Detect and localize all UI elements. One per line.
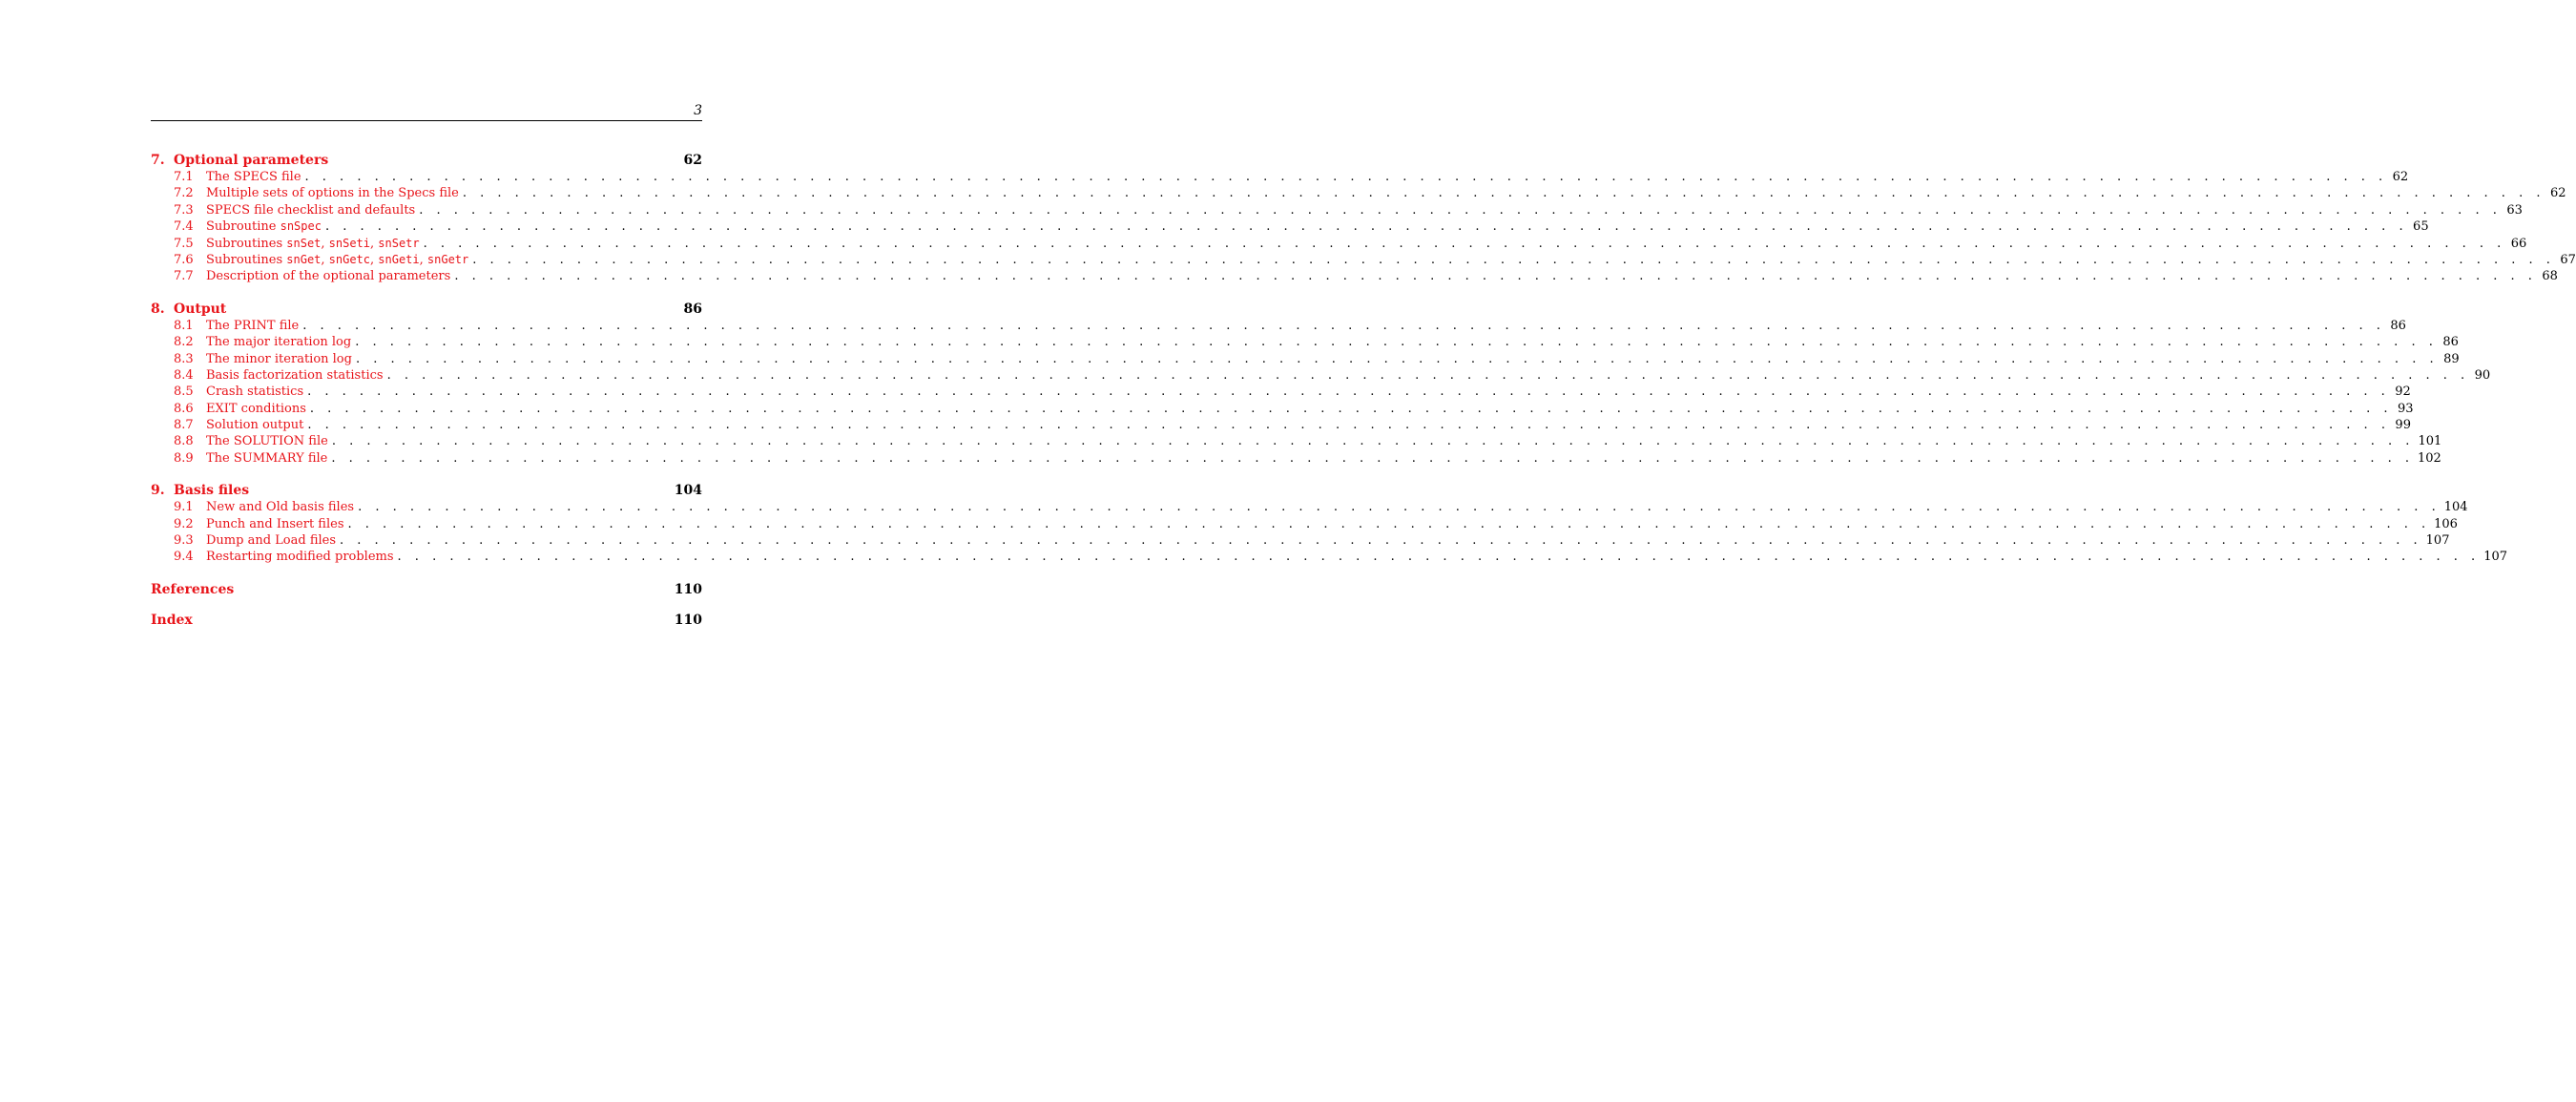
- section-page-number: 93: [2398, 401, 2414, 416]
- toc-section-entry[interactable]: [174, 318, 2406, 335]
- chapter-title-link[interactable]: Output: [174, 301, 227, 317]
- section-number: 7.5: [174, 236, 194, 251]
- dot-leader: . . . . . . . . . . . . . . . . . . . . . . . . . . . . . . . . . . . . . . . . . . . . . . . . . . . . . . . . . . . . . . . . . . . . . . . . . . . . . . . . . . . . . . . . . . . . . . . . . . . . . . . . . . . . . . . . . . . . . . . .: [472, 252, 2555, 267]
- back-matter-title-link[interactable]: Index: [151, 612, 193, 628]
- section-title-link[interactable]: Subroutines snSet, snSeti, snSetr: [206, 236, 420, 251]
- back-matter-page-number: 110: [674, 612, 702, 628]
- toc-section-entry[interactable]: [174, 516, 2458, 533]
- section-title-link[interactable]: The SUMMARY file: [206, 450, 328, 466]
- routine-name: snSet: [286, 236, 322, 250]
- dot-leader: . . . . . . . . . . . . . . . . . . . . . . . . . . . . . . . . . . . . . . . . . . . . . . . . . . . . . . . . . . . . . . . . . . . . . . . . . . . . . . . . . . . . . . . . . . . . . . . . . . . . . . . . . . . . . . . . . . . . . . . .: [302, 318, 2385, 333]
- section-page-number: 62: [2392, 170, 2409, 184]
- section-page-number: 62: [2549, 186, 2566, 201]
- section-number: 7.3: [174, 202, 194, 218]
- section-page-number: 65: [2413, 219, 2429, 235]
- toc-chapter: [151, 300, 2491, 468]
- toc-section-entry[interactable]: [174, 351, 2460, 368]
- section-title-link[interactable]: Solution output: [206, 418, 304, 433]
- toc-section-entry[interactable]: [174, 269, 2558, 285]
- dot-leader: . . . . . . . . . . . . . . . . . . . . . . . . . . . . . . . . . . . . . . . . . . . . . . . . . . . . . . . . . . . . . . . . . . . . . . . . . . . . . . . . . . . . . . . . . . . . . . . . . . . . . . . . . . . . . . . . . . . . . . . .: [309, 401, 2393, 416]
- section-page-number: 90: [2474, 367, 2491, 383]
- routine-name: snSetr: [378, 236, 420, 250]
- toc-section-entry[interactable]: [174, 335, 2459, 351]
- chapter-number: 8.: [151, 301, 165, 317]
- section-number: 7.2: [174, 186, 194, 201]
- section-page-number: 106: [2434, 516, 2458, 531]
- dot-leader: . . . . . . . . . . . . . . . . . . . . . . . . . . . . . . . . . . . . . . . . . . . . . . . . . . . . . . . . . . . . . . . . . . . . . . . . . . . . . . . . . . . . . . . . . . . . . . . . . . . . . . . . . . . . . . . . . . . . . . . .: [355, 351, 2439, 366]
- section-title-link[interactable]: Dump and Load files: [206, 533, 337, 549]
- section-page-number: 99: [2395, 418, 2411, 433]
- dot-leader: . . . . . . . . . . . . . . . . . . . . . . . . . . . . . . . . . . . . . . . . . . . . . . . . . . . . . . . . . . . . . . . . . . . . . . . . . . . . . . . . . . . . . . . . . . . . . . . . . . . . . . . . . . . . . . . . . . . . . . . .: [340, 533, 2422, 549]
- chapter-page-number: 62: [683, 153, 702, 168]
- dot-leader: . . . . . . . . . . . . . . . . . . . . . . . . . . . . . . . . . . . . . . . . . . . . . . . . . . . . . . . . . . . . . . . . . . . . . . . . . . . . . . . . . . . . . . . . . . . . . . . . . . . . . . . . . . . . . . . . . . . . . . . .: [386, 367, 2470, 383]
- section-title-link[interactable]: Subroutines snGet, snGetc, snGeti, snGetr: [206, 252, 469, 267]
- section-number: 7.1: [174, 170, 194, 184]
- section-number: 9.2: [174, 516, 194, 531]
- section-title-link[interactable]: New and Old basis files: [206, 500, 355, 515]
- dot-leader: . . . . . . . . . . . . . . . . . . . . . . . . . . . . . . . . . . . . . . . . . . . . . . . . . . . . . . . . . . . . . . . . . . . . . . . . . . . . . . . . . . . . . . . . . . . . . . . . . . . . . . . . . . . . . . . . . . . . . . . .: [462, 186, 2545, 201]
- toc-chapter: [151, 151, 2576, 286]
- section-number: 7.6: [174, 252, 194, 267]
- toc-section-entry[interactable]: [174, 533, 2450, 550]
- section-number: 8.4: [174, 367, 194, 383]
- routine-name: snSpec: [280, 219, 322, 234]
- toc-section-entry[interactable]: [174, 550, 2508, 566]
- chapter-page-number: 104: [674, 483, 702, 499]
- toc-section-entry[interactable]: [174, 500, 2468, 516]
- section-number: 8.1: [174, 318, 194, 333]
- toc-section-entry[interactable]: [174, 186, 2566, 202]
- toc-chapter-heading[interactable]: [151, 300, 702, 319]
- routine-name: snGeti: [378, 252, 420, 266]
- dot-leader: . . . . . . . . . . . . . . . . . . . . . . . . . . . . . . . . . . . . . . . . . . . . . . . . . . . . . . . . . . . . . . . . . . . . . . . . . . . . . . . . . . . . . . . . . . . . . . . . . . . . . . . . . . . . . . . . . . . . . . . .: [397, 550, 2481, 565]
- dot-leader: . . . . . . . . . . . . . . . . . . . . . . . . . . . . . . . . . . . . . . . . . . . . . . . . . . . . . . . . . . . . . . . . . . . . . . . . . . . . . . . . . . . . . . . . . . . . . . . . . . . . . . . . . . . . . . . . . . . . . . . .: [307, 385, 2390, 400]
- section-page-number: 104: [2443, 500, 2468, 515]
- toc-section-entry[interactable]: [174, 401, 2414, 418]
- section-title-link[interactable]: Restarting modified problems: [206, 550, 394, 565]
- dot-leader: . . . . . . . . . . . . . . . . . . . . . . . . . . . . . . . . . . . . . . . . . . . . . . . . . . . . . . . . . . . . . . . . . . . . . . . . . . . . . . . . . . . . . . . . . . . . . . . . . . . . . . . . . . . . . . . . . . . . . . . .: [331, 450, 2415, 466]
- section-title-link[interactable]: The SPECS file: [206, 170, 301, 184]
- section-page-number: 107: [2483, 550, 2508, 565]
- section-title-link[interactable]: EXIT conditions: [206, 401, 306, 416]
- section-title-link[interactable]: Multiple sets of options in the Specs file: [206, 186, 459, 201]
- section-number: 9.4: [174, 550, 194, 565]
- section-number: 8.2: [174, 335, 194, 350]
- section-page-number: 66: [2510, 236, 2527, 251]
- dot-leader: . . . . . . . . . . . . . . . . . . . . . . . . . . . . . . . . . . . . . . . . . . . . . . . . . . . . . . . . . . . . . . . . . . . . . . . . . . . . . . . . . . . . . . . . . . . . . . . . . . . . . . . . . . . . . . . . . . . . . . . .: [423, 236, 2506, 251]
- dot-leader: . . . . . . . . . . . . . . . . . . . . . . . . . . . . . . . . . . . . . . . . . . . . . . . . . . . . . . . . . . . . . . . . . . . . . . . . . . . . . . . . . . . . . . . . . . . . . . . . . . . . . . . . . . . . . . . . . . . . . . . .: [355, 335, 2438, 350]
- toc-section-entry[interactable]: [174, 170, 2409, 186]
- back-matter-page-number: 110: [674, 581, 702, 597]
- section-page-number: 102: [2418, 450, 2441, 466]
- section-number: 9.1: [174, 500, 194, 515]
- section-page-number: 89: [2443, 351, 2460, 366]
- toc-section-entry[interactable]: [174, 434, 2442, 450]
- toc-section-entry[interactable]: [174, 450, 2441, 468]
- section-title-link[interactable]: The minor iteration log: [206, 351, 352, 366]
- dot-leader: . . . . . . . . . . . . . . . . . . . . . . . . . . . . . . . . . . . . . . . . . . . . . . . . . . . . . . . . . . . . . . . . . . . . . . . . . . . . . . . . . . . . . . . . . . . . . . . . . . . . . . . . . . . . . . . . . . . . . . . .: [331, 434, 2415, 449]
- section-number: 8.5: [174, 385, 194, 400]
- section-title-link[interactable]: Crash statistics: [206, 385, 304, 400]
- dot-leader: . . . . . . . . . . . . . . . . . . . . . . . . . . . . . . . . . . . . . . . . . . . . . . . . . . . . . . . . . . . . . . . . . . . . . . . . . . . . . . . . . . . . . . . . . . . . . . . . . . . . . . . . . . . . . . . . . . . . . . . .: [347, 516, 2431, 531]
- chapter-number: 7.: [151, 153, 165, 168]
- section-number: 7.7: [174, 269, 194, 284]
- routine-name: snGetc: [328, 252, 371, 266]
- toc-back-matter-entry[interactable]: [151, 580, 702, 599]
- chapter-page-number: 86: [683, 301, 702, 317]
- toc-chapter: [151, 481, 2508, 567]
- section-page-number: 101: [2418, 434, 2442, 449]
- chapter-title-link[interactable]: Optional parameters: [174, 153, 329, 168]
- dot-leader: . . . . . . . . . . . . . . . . . . . . . . . . . . . . . . . . . . . . . . . . . . . . . . . . . . . . . . . . . . . . . . . . . . . . . . . . . . . . . . . . . . . . . . . . . . . . . . . . . . . . . . . . . . . . . . . . . . . . . . . .: [454, 269, 2537, 284]
- section-page-number: 63: [2506, 202, 2523, 218]
- section-number: 8.3: [174, 351, 194, 366]
- dot-leader: . . . . . . . . . . . . . . . . . . . . . . . . . . . . . . . . . . . . . . . . . . . . . . . . . . . . . . . . . . . . . . . . . . . . . . . . . . . . . . . . . . . . . . . . . . . . . . . . . . . . . . . . . . . . . . . . . . . . . . . .: [358, 500, 2441, 515]
- toc-section-entry[interactable]: [174, 236, 2527, 253]
- section-title-link[interactable]: The PRINT file: [206, 318, 300, 333]
- section-number: 8.7: [174, 418, 194, 433]
- toc-section-entry[interactable]: [174, 367, 2491, 385]
- toc-chapter-heading[interactable]: [151, 481, 702, 500]
- toc-section-entry[interactable]: [174, 252, 2576, 269]
- section-number: 9.3: [174, 533, 194, 549]
- section-page-number: 86: [2442, 335, 2459, 350]
- section-page-number: 107: [2425, 533, 2450, 549]
- routine-name: snSeti: [328, 236, 371, 250]
- section-number: 8.8: [174, 434, 194, 449]
- dot-leader: . . . . . . . . . . . . . . . . . . . . . . . . . . . . . . . . . . . . . . . . . . . . . . . . . . . . . . . . . . . . . . . . . . . . . . . . . . . . . . . . . . . . . . . . . . . . . . . . . . . . . . . . . . . . . . . . . . . . . . . .: [307, 418, 2390, 433]
- dot-leader: . . . . . . . . . . . . . . . . . . . . . . . . . . . . . . . . . . . . . . . . . . . . . . . . . . . . . . . . . . . . . . . . . . . . . . . . . . . . . . . . . . . . . . . . . . . . . . . . . . . . . . . . . . . . . . . . . . . . . . . .: [324, 219, 2408, 235]
- section-title-link[interactable]: Basis factorization statistics: [206, 367, 384, 383]
- section-title-link[interactable]: The SOLUTION file: [206, 434, 328, 449]
- section-page-number: 86: [2390, 318, 2406, 333]
- back-matter-title-link[interactable]: References: [151, 581, 235, 597]
- chapter-number: 9.: [151, 483, 165, 499]
- toc-section-entry[interactable]: [174, 219, 2429, 236]
- section-title-link[interactable]: SPECS file checklist and defaults: [206, 202, 416, 218]
- routine-name: snGet: [286, 252, 322, 266]
- dot-leader: . . . . . . . . . . . . . . . . . . . . . . . . . . . . . . . . . . . . . . . . . . . . . . . . . . . . . . . . . . . . . . . . . . . . . . . . . . . . . . . . . . . . . . . . . . . . . . . . . . . . . . . . . . . . . . . . . . . . . . . .: [419, 202, 2502, 218]
- section-number: 7.4: [174, 219, 194, 235]
- section-title-link[interactable]: The major iteration log: [206, 335, 352, 350]
- section-title-link[interactable]: Subroutine snSpec: [206, 219, 322, 235]
- section-page-number: 68: [2542, 269, 2558, 284]
- toc-back-matter-entry[interactable]: [151, 611, 702, 630]
- header-rule: [151, 120, 702, 121]
- section-title-link[interactable]: Punch and Insert files: [206, 516, 344, 531]
- table-of-contents: [151, 151, 2576, 641]
- dot-leader: . . . . . . . . . . . . . . . . . . . . . . . . . . . . . . . . . . . . . . . . . . . . . . . . . . . . . . . . . . . . . . . . . . . . . . . . . . . . . . . . . . . . . . . . . . . . . . . . . . . . . . . . . . . . . . . . . . . . . . . .: [304, 170, 2388, 184]
- page-number: 3: [694, 103, 702, 118]
- toc-section-entry[interactable]: [174, 202, 2523, 219]
- toc-chapter-heading[interactable]: [151, 151, 702, 170]
- section-page-number: 67: [2560, 252, 2576, 267]
- section-number: 8.6: [174, 401, 194, 416]
- routine-name: snGetr: [426, 252, 469, 266]
- section-number: 8.9: [174, 450, 194, 466]
- section-page-number: 92: [2395, 385, 2411, 400]
- section-title-link[interactable]: Description of the optional parameters: [206, 269, 451, 284]
- toc-section-entry[interactable]: [174, 385, 2411, 401]
- toc-section-entry[interactable]: [174, 418, 2411, 434]
- chapter-title-link[interactable]: Basis files: [174, 483, 250, 499]
